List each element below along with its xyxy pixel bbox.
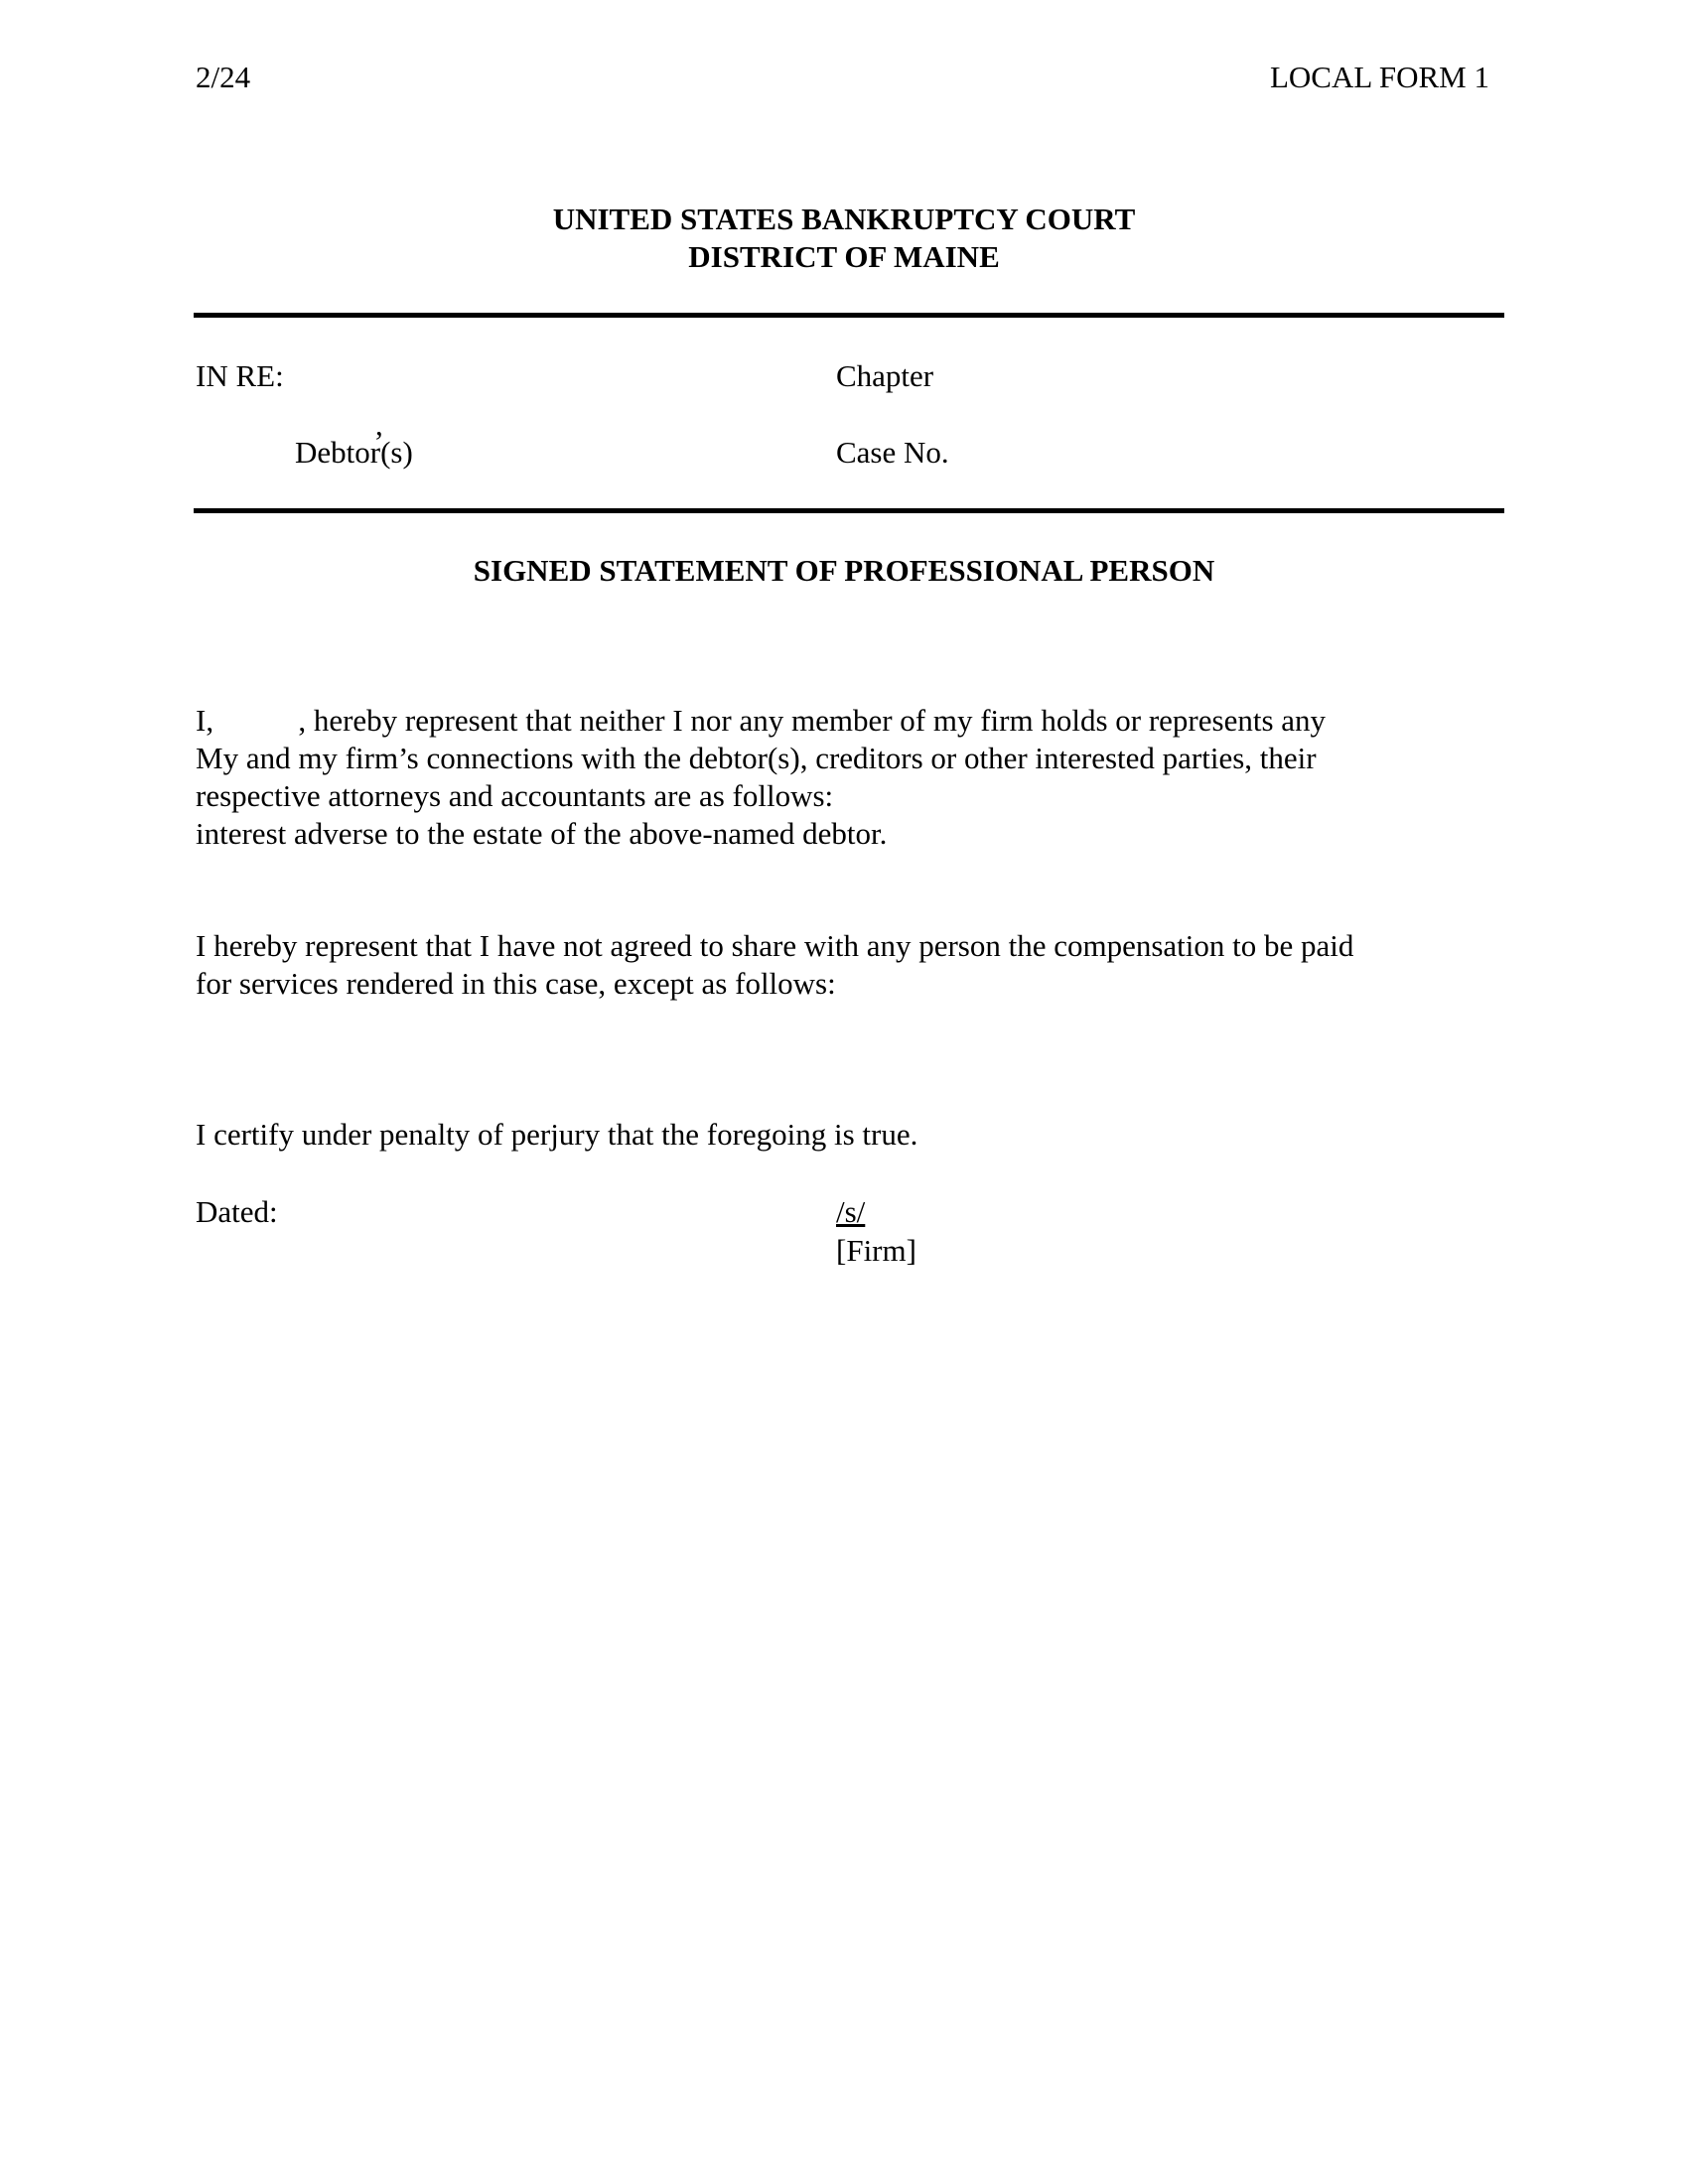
court-district: DISTRICT OF MAINE (688, 239, 1000, 274)
firm-label: [Firm] (836, 1233, 916, 1268)
compensation-paragraph (196, 927, 1353, 1003)
paragraph-line: My and my firm’s connections with the debtor(s), creditors or other interested parties, their (196, 741, 1317, 775)
debtors-label: Debtor(s) (295, 435, 413, 470)
paragraph-line: respective attorneys and accountants are as follows: (196, 778, 834, 813)
dated-label: Dated: (196, 1194, 278, 1229)
in-re-label: IN RE: (196, 358, 284, 393)
case-no-label: Case No. (836, 435, 949, 470)
court-name: UNITED STATES BANKRUPTCY COURT (552, 202, 1136, 236)
paragraph-line: I, , hereby represent that neither I nor any member of my firm holds or represents any (196, 703, 1327, 738)
top-rule (194, 313, 1504, 318)
signature-line: /s/ (836, 1194, 866, 1229)
form-id: LOCAL FORM 1 (1269, 60, 1489, 94)
paragraph-line: I certify under penalty of perjury that the foregoing is true. (196, 1117, 918, 1152)
debtor-comma: , (375, 407, 383, 442)
bottom-rule (194, 508, 1504, 513)
document-title: SIGNED STATEMENT OF PROFESSIONAL PERSON (473, 553, 1215, 588)
chapter-label: Chapter (836, 358, 934, 393)
paragraph-line: for services rendered in this case, except as follows: (196, 966, 836, 1001)
paragraph-line: interest adverse to the estate of the above-named debtor. (196, 816, 888, 851)
paragraph-line: I hereby represent that I have not agreed to share with any person the compensation to be paid (196, 928, 1354, 963)
certification-paragraph (196, 1116, 917, 1154)
connections-paragraph (196, 740, 1317, 815)
form-revision: 2/24 (196, 60, 251, 94)
